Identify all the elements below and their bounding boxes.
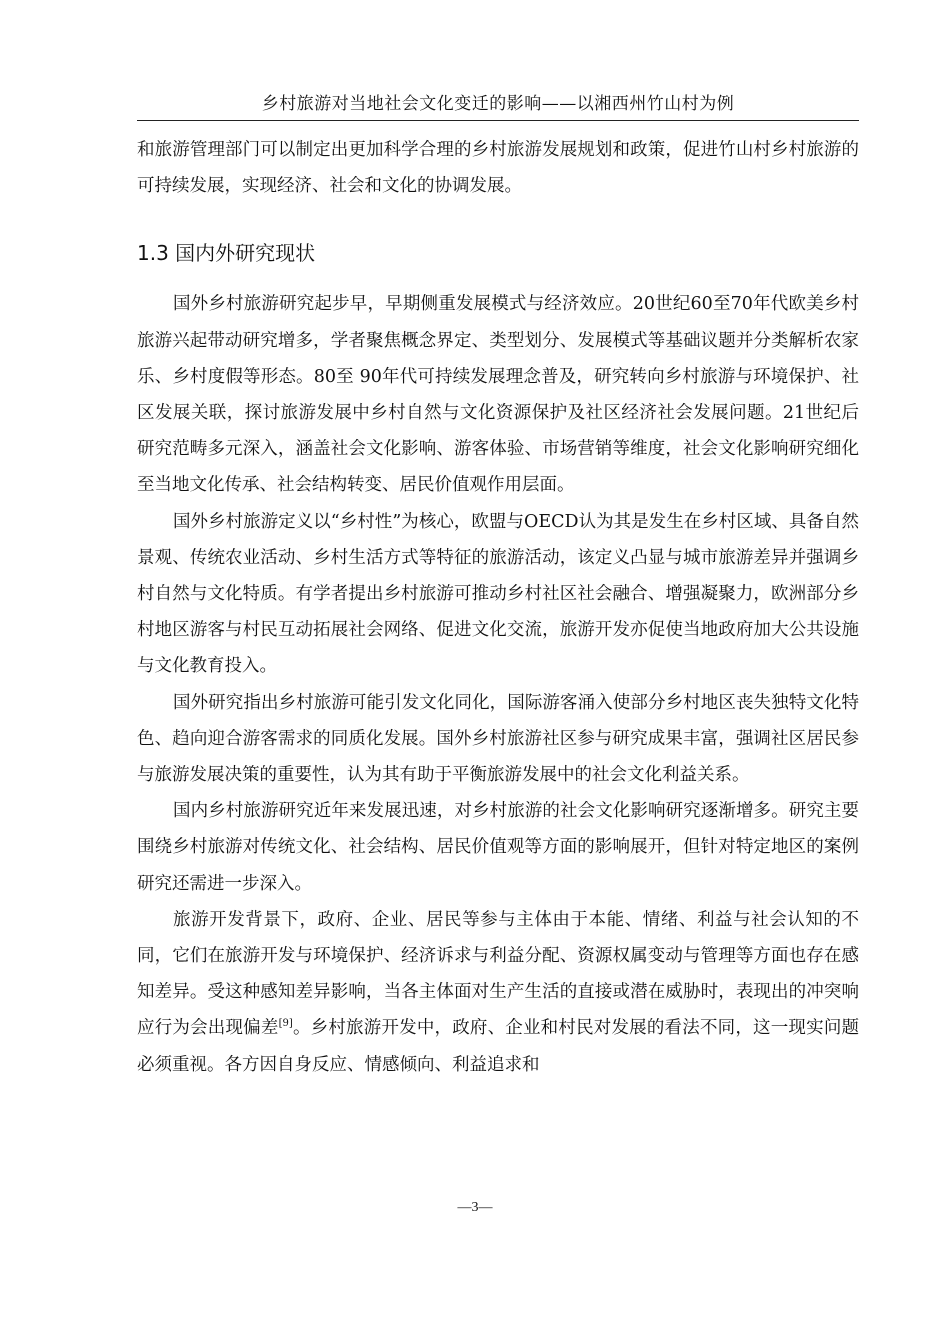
citation-marker: [9] — [278, 1018, 293, 1030]
header-rule — [137, 120, 859, 121]
section-heading: 1.3 国内外研究现状 — [137, 241, 316, 266]
paragraph-text: 旅游开发背景下，政府、企业、居民等参与主体由于本能、情绪、利益与社会认知的不同，它们在旅游开发与环境保护、经济诉求与利益分配、资源权属变动与管理等方面也存在感知差异。受这种感知差异影响，当各主体面对生产生活的直接或潜在威胁时，表现出的冲突响应行为会出现偏差 — [137, 909, 859, 1039]
paragraph-text: 。乡村旅游开发中，政府、企业和村民对发展的看法不同，这一现实问题必须重视。各方因自身反应、情感倾向、利益追求和 — [137, 1018, 860, 1075]
running-header-title: 乡村旅游对当地社会文化变迁的影响——以湘西州竹山村为例 — [261, 94, 735, 114]
paragraph-stakeholder-perception — [137, 902, 859, 1083]
paragraph-foreign-definition: 国外乡村旅游定义以“乡村性”为核心，欧盟与OECD认为其是发生在乡村区域、具备自然景观、传统农业活动、乡村生活方式等特征的旅游活动，该定义凸显与城市旅游差异并强调乡村自然与文化特质。有学者提出乡村旅游可推动乡村社区社会融合、增强凝聚力，欧洲部分乡村地区游客与村民互动拓展社会网络、促进文化交流，旅游开发亦促使当地政府加大公共设施与文化教育投入。 — [137, 511, 859, 677]
page-number: —3— — [457, 1200, 493, 1215]
paragraph-domestic-research: 国内乡村旅游研究近年来发展迅速，对乡村旅游的社会文化影响研究逐渐增多。研究主要围绕乡村旅游对传统文化、社会结构、居民价值观等方面的影响展开，但针对特定地区的案例研究还需进一步深入。 — [137, 801, 859, 894]
paragraph-continuation: 和旅游管理部门可以制定出更加科学合理的乡村旅游发展规划和政策，促进竹山村乡村旅游的可持续发展，实现经济、社会和文化的协调发展。 — [137, 140, 859, 197]
paragraph-cultural-assimilation: 国外研究指出乡村旅游可能引发文化同化，国际游客涌入使部分乡村地区丧失独特文化特色、趋向迎合游客需求的同质化发展。国外乡村旅游社区参与研究成果丰富，强调社区居民参与旅游发展决策的重要性，认为其有助于平衡旅游发展中的社会文化利益关系。 — [137, 692, 859, 786]
running-header — [137, 93, 859, 123]
paragraph-foreign-research-history: 国外乡村旅游研究起步早，早期侧重发展模式与经济效应。20世纪60至70年代欧美乡村旅游兴起带动研究增多，学者聚焦概念界定、类型划分、发展模式等基础议题并分类解析农家乐、乡村度假等形态。80至 90年代可持续发展理念普及，研究转向乡村旅游与环境保护、社区发展关联，探讨旅游发展中乡村自然与文化资源保护及社区经济社会发展问题。21世纪后研究范畴多元深入，涵盖社会文化影响、游客体验、市场营销等维度，社会文化影响研究细化至当地文化传承、社会结构转变、居民价值观作用层面。 — [137, 294, 859, 496]
page-body — [137, 132, 859, 1083]
